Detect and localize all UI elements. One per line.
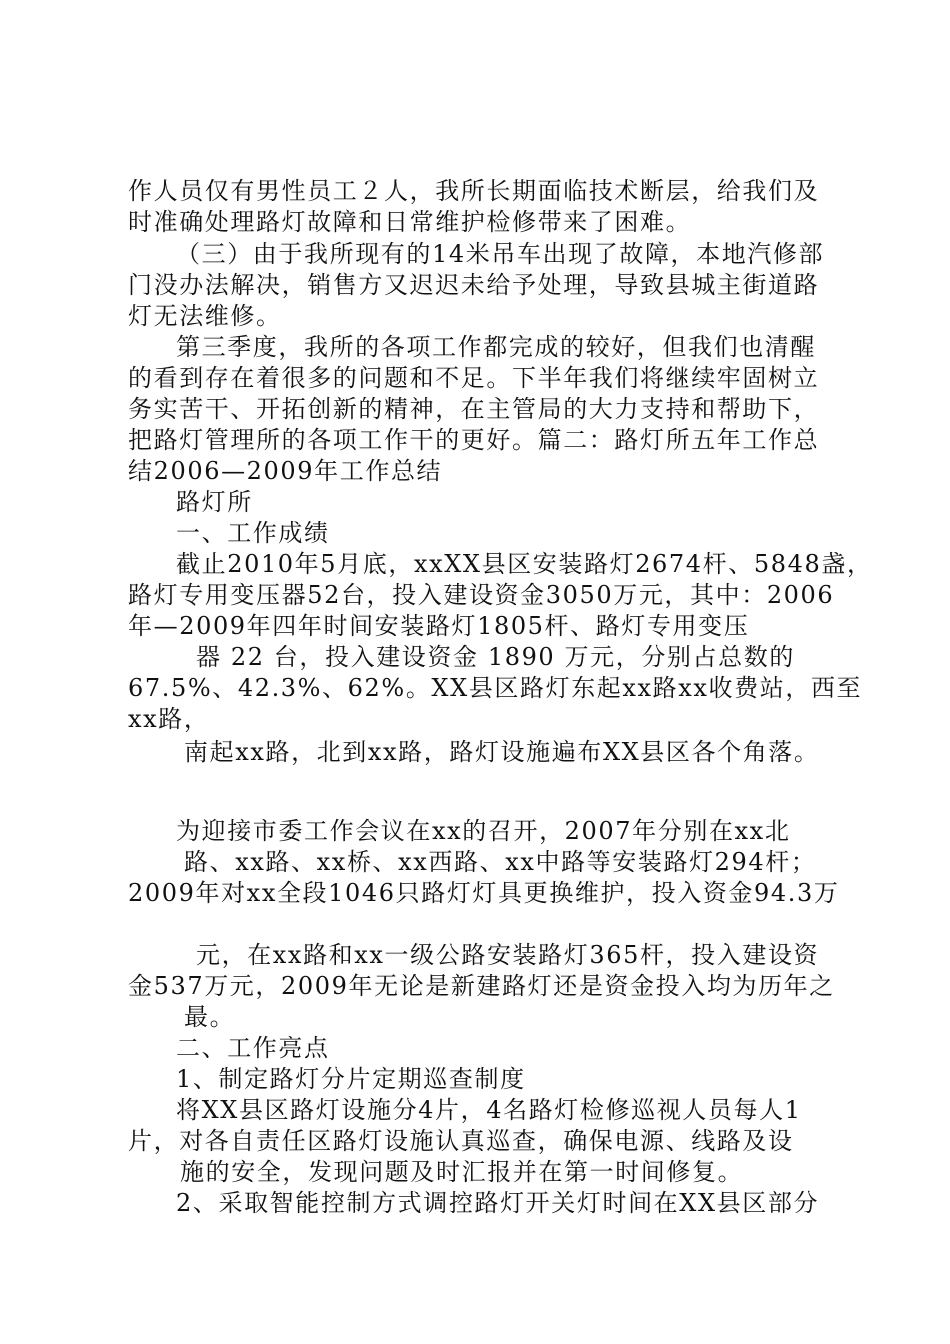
text-line: 灯无法维修。 [128, 302, 282, 330]
text-line: 最。 [184, 1003, 236, 1031]
text-line: 施的安全，发现问题及时汇报并在第一时间修复。 [180, 1158, 744, 1186]
text-line: 元，在xx路和xx一级公路安装路灯365杆，投入建设资 [196, 941, 820, 969]
text-line: 结2006—2009年工作总结 [128, 457, 443, 485]
text-line: （三）由于我所现有的14米吊车出现了故障，本地汽修部 [176, 240, 825, 268]
text-line: 67.5%、42.3%、62%。XX县区路灯东起xx路xx收费站，西至 [128, 674, 863, 702]
text-line: 金537万元，2009年无论是新建路灯还是资金投入均为历年之 [128, 972, 835, 1000]
text-line: 把路灯管理所的各项工作干的更好。篇二：路灯所五年工作总 [128, 426, 820, 454]
text-line: 南起xx路，北到xx路，路灯设施遍布XX县区各个角落。 [184, 738, 820, 766]
text-line: 截止2010年5月底，xxXX县区安装路灯2674杆、5848盏， [176, 550, 873, 578]
text-line: 年—2009年四年时间安装路灯1805杆、路灯专用变压 [128, 612, 750, 640]
section-heading: 1、制定路灯分片定期巡查制度 [176, 1065, 526, 1093]
text-line: xx路， [128, 705, 210, 733]
text-line: 第三季度，我所的各项工作都完成的较好，但我们也清醒 [176, 333, 816, 361]
text-line: 时准确处理路灯故障和日常维护检修带来了困难。 [128, 208, 692, 236]
section-heading: 2、采取智能控制方式调控路灯开关灯时间在XX县区部分 [176, 1189, 820, 1217]
text-line: 务实苦干、开拓创新的精神，在主管局的大力支持和帮助下， [128, 395, 820, 423]
text-line: 2009年对xx全段1046只路灯灯具更换维护，投入资金94.3万 [128, 879, 840, 907]
text-line: 为迎接市委工作会议在xx的召开，2007年分别在xx北 [176, 817, 791, 845]
text-line: 将XX县区路灯设施分4片，4名路灯检修巡视人员每人1 [176, 1096, 802, 1124]
text-line: 器 22 台，投入建设资金 1890 万元，分别占总数的 [196, 643, 795, 671]
text-line: 门没办法解决，销售方又迟迟未给予处理，导致县城主街道路 [128, 271, 820, 299]
text-line: 路灯专用变压器52台，投入建设资金3050万元，其中：2006 [128, 581, 835, 609]
section-heading: 一、工作成绩 [176, 519, 330, 547]
text-line: 作人员仅有男性员工２人，我所长期面临技术断层，给我们及 [128, 177, 820, 205]
text-line: 路、xx路、xx桥、xx西路、xx中路等安装路灯294杆； [184, 848, 817, 876]
text-line: 的看到存在着很多的问题和不足。下半年我们将继续牢固树立 [128, 364, 820, 392]
text-line: 片，对各自责任区路灯设施认真巡查，确保电源、线路及设 [128, 1127, 794, 1155]
section-heading: 二、工作亮点 [176, 1034, 330, 1062]
section-heading: 路灯所 [176, 488, 253, 516]
